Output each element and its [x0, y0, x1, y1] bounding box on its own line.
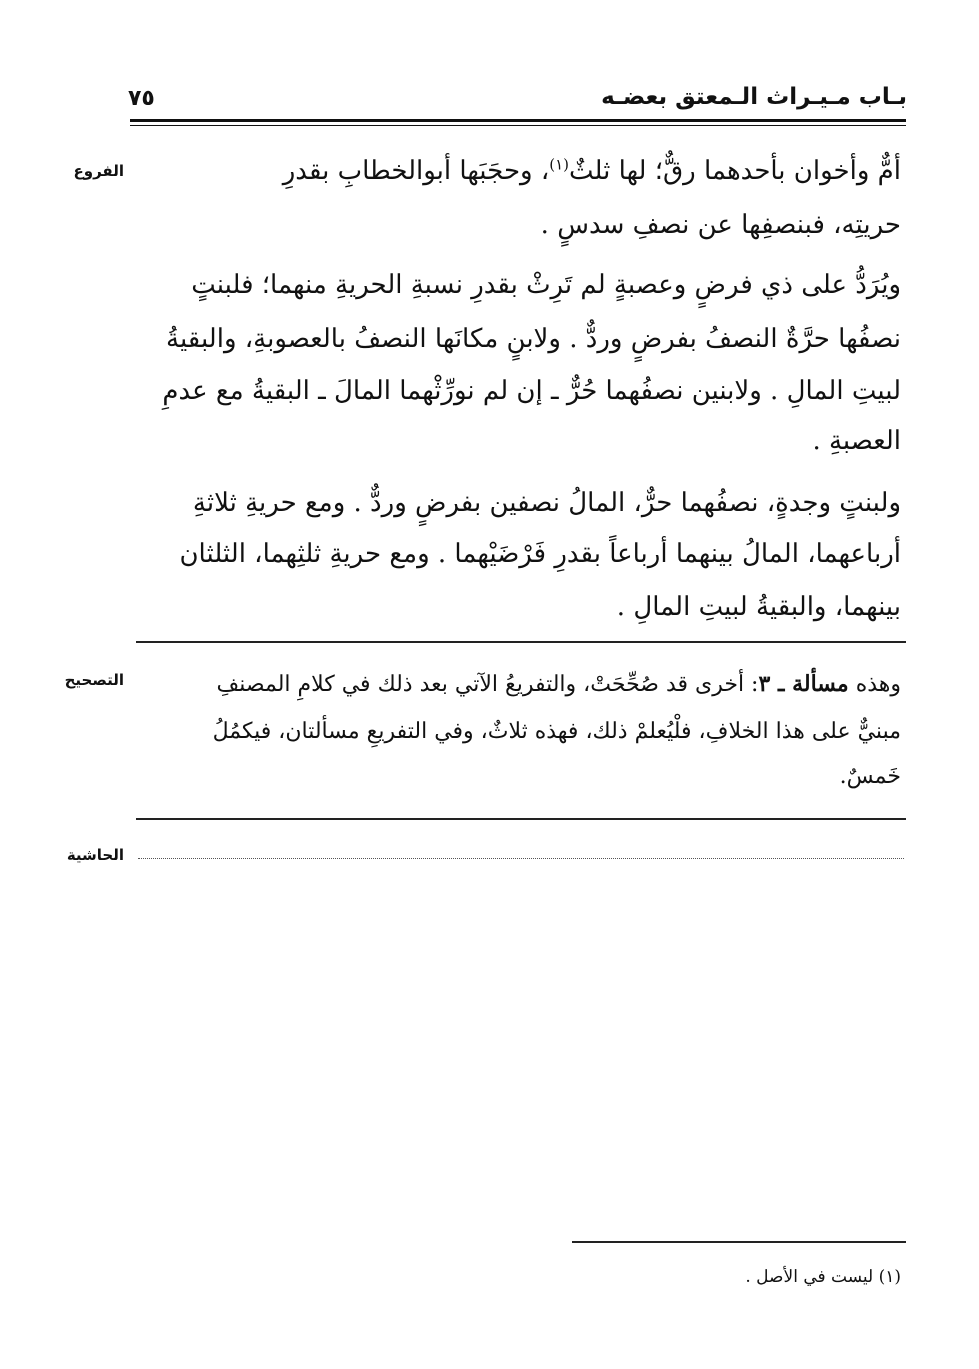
footnote-text: (١) ليست في الأصل .: [745, 1267, 901, 1287]
header-rule-thin: [130, 125, 906, 126]
margin-label-furu: الفروع: [73, 162, 124, 180]
footnote-marker: (١): [549, 155, 570, 174]
main-text-line: ولبنتٍ وجدةٍ، نصفُهما حرٌّ، المالُ نصفين بفرضٍ وردٌّ . ومع حريةِ ثلاثةِ: [192, 488, 901, 518]
tashih-text-line: [216, 673, 901, 696]
header-rule-thick: [130, 119, 906, 122]
main-text-line: بينهما، والبقيةُ لبيتِ المالِ .: [616, 592, 901, 622]
issue-number: مسألة ـ ٣: [758, 671, 849, 697]
text-segment: وهذه: [855, 672, 901, 697]
text-segment: أمٌّ وأخوان بأحدهما رقٌّ؛ لها ثلثٌ: [569, 156, 901, 186]
text-segment: ، وحجَبَها أبوالخطابِ بقدرِ: [282, 156, 550, 186]
tashih-text-line: مبنيٌّ على هذا الخلافِ، فلْيُعلمْ ذلك، فهذه ثلاثٌ، وفي التفريعِ مسألتان، فيكمُلُ: [212, 719, 901, 744]
main-text-line: لبيتِ المالِ . ولابنين نصفُهما حُرٌّ ـ إن لم نورِّثْهما المالَ ـ البقيةُ مع عدمِ: [162, 376, 901, 406]
chapter-title: بـاب مـيـراث الـمعتق بعضـه: [601, 84, 907, 110]
tashih-text-line: خَمسٌ.: [839, 764, 901, 789]
main-text-line: [282, 155, 901, 186]
margin-label-tashih: التصحيح: [64, 671, 124, 689]
main-text-line: العصبةِ .: [812, 426, 901, 456]
main-text-line: أرباعهما، المالُ بينهما أرباعاً بقدرِ فَرْضَيْهما . ومع حريةِ ثلثِهما، الثلثان: [179, 539, 901, 569]
hashiya-dotted-line: [138, 858, 904, 859]
main-text-line: ويُرَدُّ على ذي فرضٍ وعصبةٍ لم تَرِثْ بقدرِ نسبةِ الحريةِ منهما؛ فلبنتٍ: [191, 270, 901, 300]
main-text-line: نصفُها حرَّةٌ النصفُ بفرضٍ وردٌّ . ولابنٍ مكانَها النصفُ بالعصوبةِ، والبقيةُ: [166, 324, 901, 354]
page-number: ٧٥: [128, 86, 155, 111]
footnote-rule: [572, 1241, 906, 1243]
main-text-line: حريتِه، فبنصفِها عن نصفِ سدسٍ .: [540, 210, 901, 240]
section-divider: [136, 641, 906, 643]
margin-label-hashiya: الحاشية: [66, 846, 124, 864]
section-divider: [136, 818, 906, 820]
text-segment: : أخرى قد صُحِّحَتْ، والتفريعُ الآتي بعد ذلك في كلامِ المصنفِ: [216, 672, 759, 697]
